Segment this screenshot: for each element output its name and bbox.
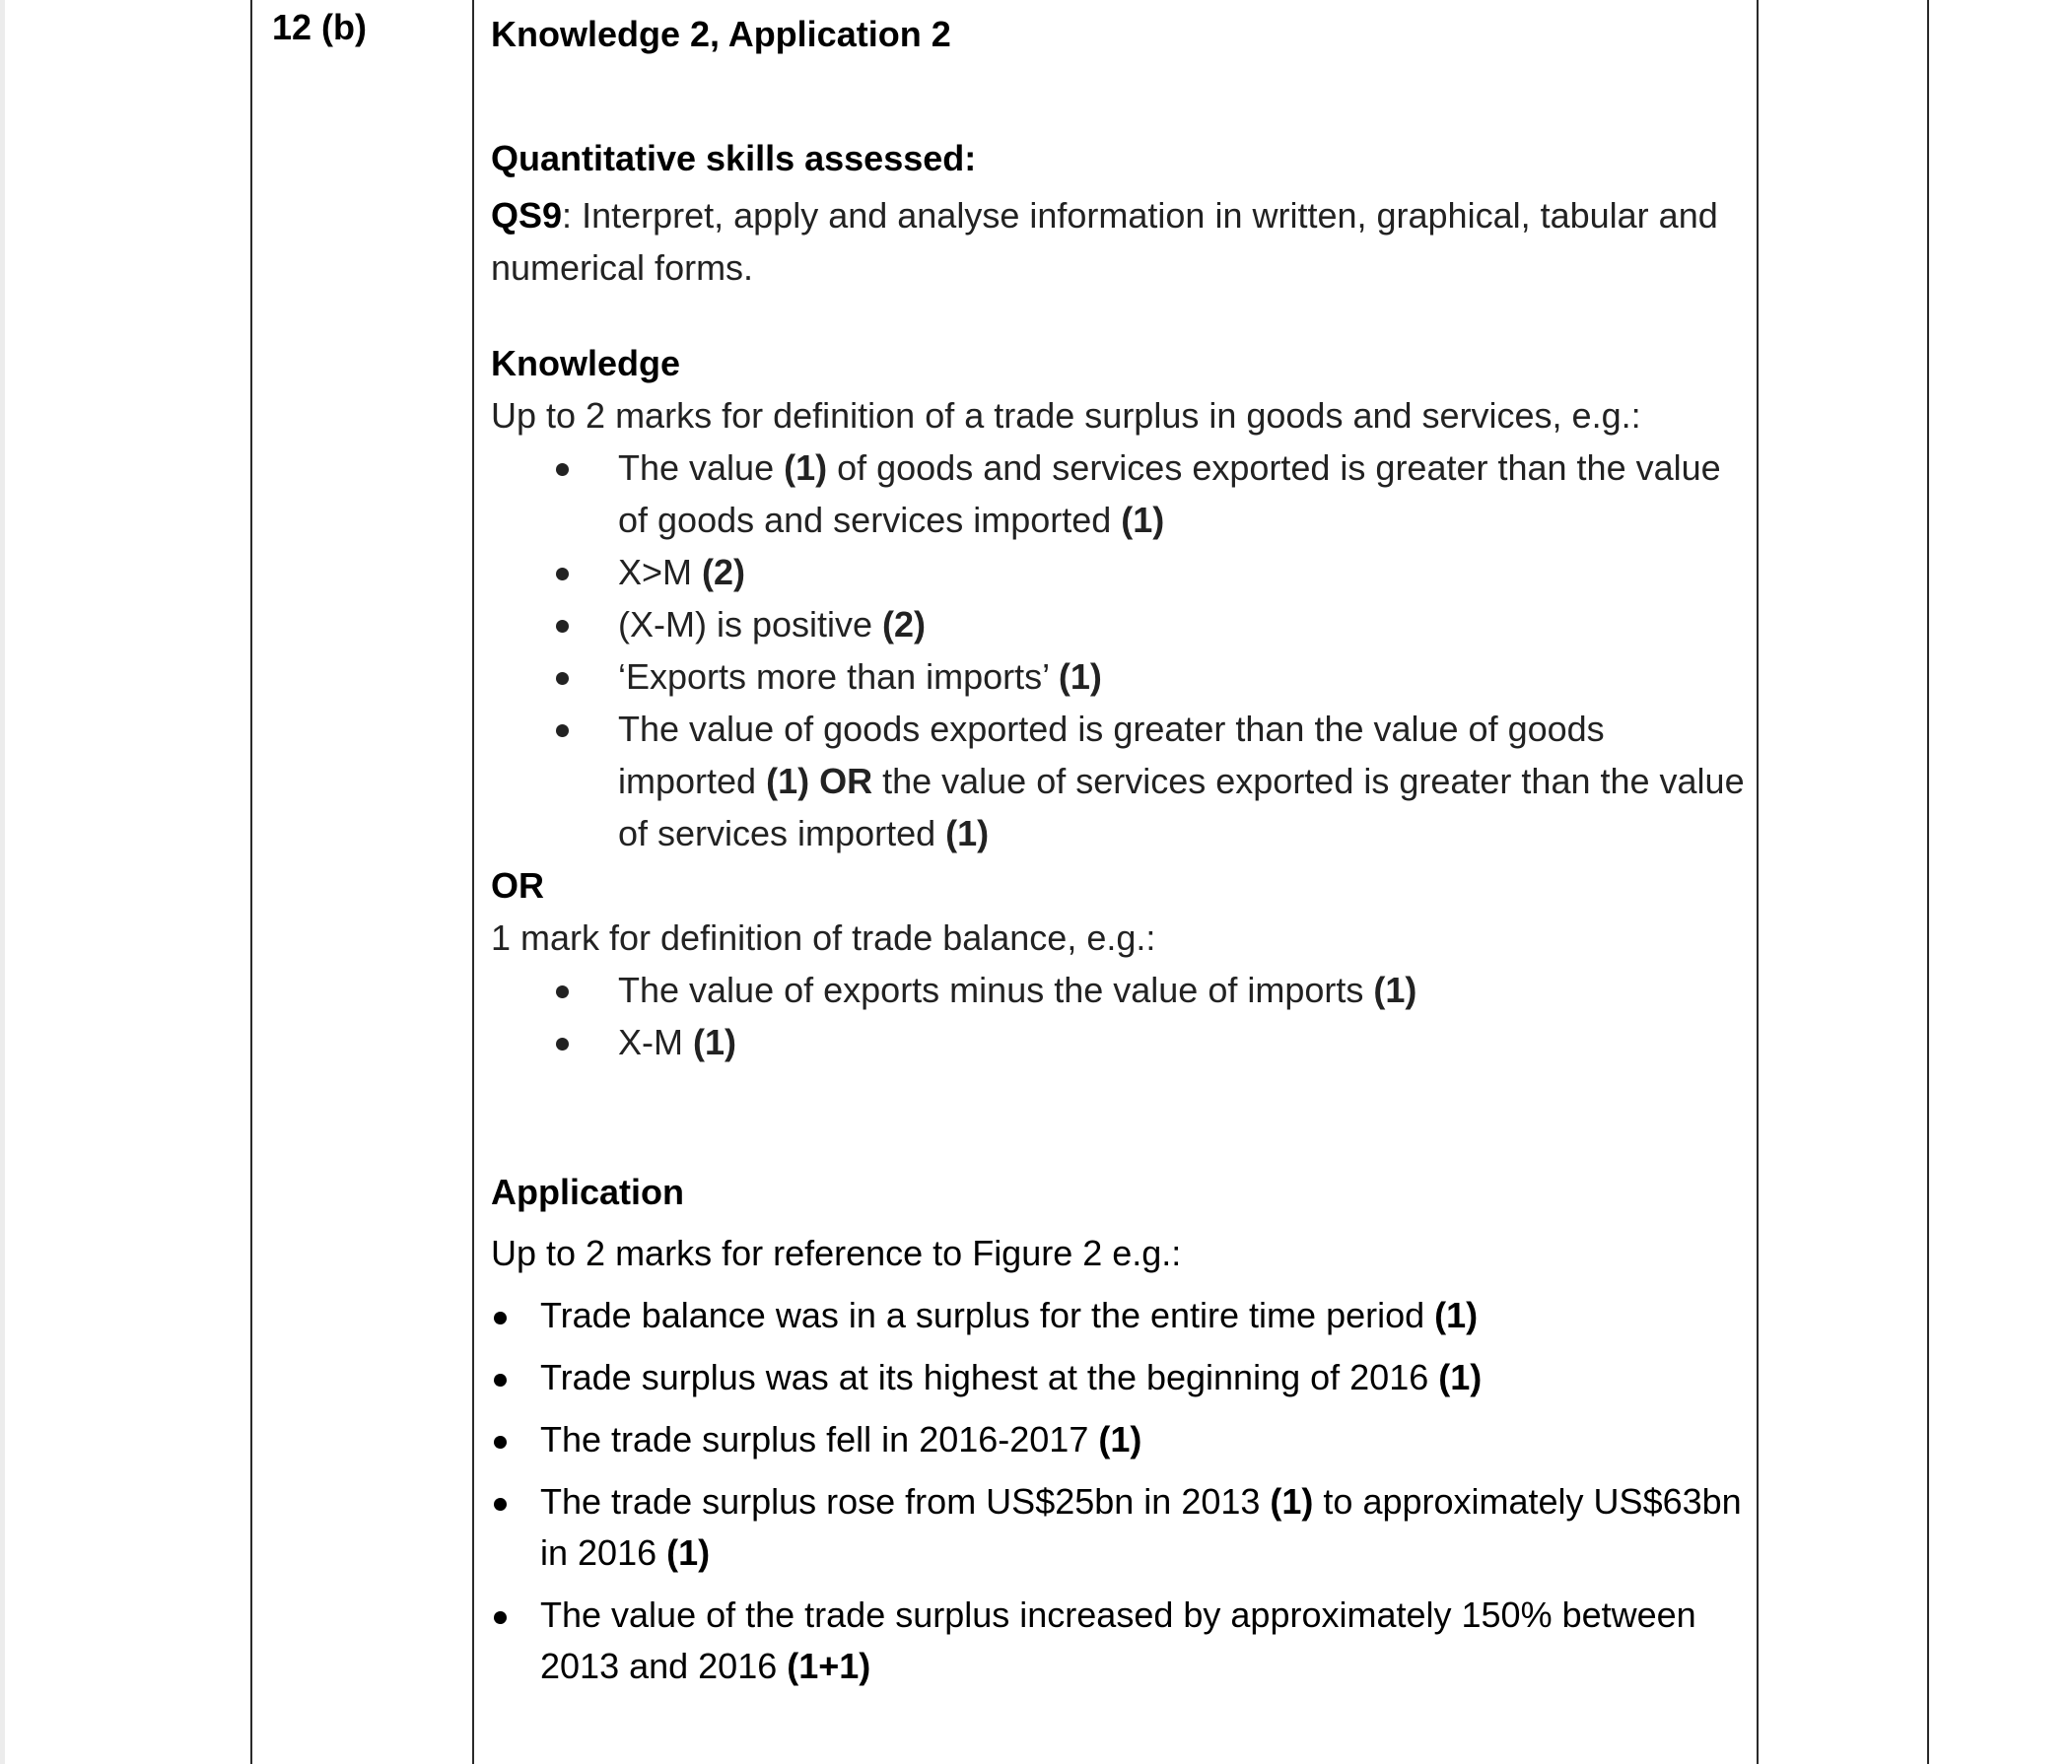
list-item bbox=[491, 1476, 1748, 1579]
mark-value: (1) OR bbox=[766, 761, 873, 801]
knowledge-section bbox=[491, 337, 1748, 1068]
mark-value: (2) bbox=[702, 552, 746, 592]
application-section bbox=[491, 1166, 1748, 1692]
mark-value: (1) bbox=[1121, 500, 1165, 540]
list-item bbox=[491, 1590, 1748, 1692]
bullet-icon bbox=[556, 620, 569, 633]
mark-allocation-heading bbox=[491, 8, 1748, 60]
bullet-text: Trade surplus was at its highest at the beginning of 2016 bbox=[540, 1357, 1439, 1397]
list-item bbox=[491, 1414, 1748, 1465]
bullet-text: The value of goods exported is greater than the value of goods imported bbox=[618, 709, 1605, 801]
trade-balance-intro: 1 mark for definition of trade balance, e.g.: bbox=[491, 917, 1156, 958]
bullet-icon bbox=[494, 1611, 507, 1624]
mark-value: (1) bbox=[666, 1532, 711, 1573]
mark-value: (1) bbox=[1434, 1295, 1479, 1335]
bullet-icon bbox=[494, 1374, 507, 1387]
bullet-icon bbox=[556, 724, 569, 737]
knowledge-heading: Knowledge bbox=[491, 343, 681, 383]
mark-allocation-text: Knowledge 2, Application 2 bbox=[491, 14, 951, 54]
list-item bbox=[491, 1290, 1748, 1341]
bullet-text: The trade surplus rose from US$25bn in 2013 bbox=[540, 1481, 1271, 1522]
bullet-text: The value of exports minus the value of imports bbox=[618, 970, 1374, 1010]
list-item bbox=[491, 703, 1748, 859]
qs-text: Interpret, apply and analyse information in written, graphical, tabular and numerical forms. bbox=[491, 195, 1718, 288]
bullet-icon bbox=[494, 1312, 507, 1324]
mark-value: (1) bbox=[1098, 1419, 1142, 1459]
mark-value: (1) bbox=[1373, 970, 1417, 1010]
list-item bbox=[491, 1016, 1748, 1068]
bullet-icon bbox=[556, 985, 569, 998]
bullet-text: The value of the trade surplus increased by approximately 150% between 2013 and 2016 bbox=[540, 1594, 1696, 1686]
quantitative-skills-heading: Quantitative skills assessed: bbox=[491, 138, 977, 178]
page-edge-strip bbox=[0, 0, 5, 1764]
bullet-text: ‘Exports more than imports’ bbox=[618, 656, 1059, 697]
list-item bbox=[491, 441, 1748, 546]
list-item bbox=[491, 1352, 1748, 1403]
bullet-icon bbox=[556, 1038, 569, 1051]
application-heading: Application bbox=[491, 1172, 684, 1212]
bullet-text: (X-M) is positive bbox=[618, 604, 883, 645]
table-border-left bbox=[250, 0, 252, 1764]
mark-value: (1) bbox=[693, 1022, 736, 1062]
mark-value: (1) bbox=[784, 447, 828, 488]
mark-value: (1+1) bbox=[787, 1646, 871, 1686]
application-bullet-list bbox=[491, 1290, 1748, 1692]
bullet-icon bbox=[556, 672, 569, 685]
mark-value: (2) bbox=[882, 604, 927, 645]
bullet-text: Trade balance was in a surplus for the entire time period bbox=[540, 1295, 1435, 1335]
question-number: 12 (b) bbox=[272, 7, 368, 47]
bullet-text: The value bbox=[618, 447, 785, 488]
mark-value: (1) bbox=[945, 813, 990, 853]
mark-value: (1) bbox=[1438, 1357, 1483, 1397]
mark-value: (1) bbox=[1270, 1481, 1314, 1522]
bullet-text: the value of services exported is greater than the value of services imported bbox=[618, 761, 1745, 853]
list-item bbox=[491, 598, 1748, 650]
list-item bbox=[491, 650, 1748, 703]
table-border-right bbox=[1927, 0, 1929, 1764]
column-divider bbox=[472, 0, 474, 1764]
bullet-text: The trade surplus fell in 2016-2017 bbox=[540, 1419, 1099, 1459]
bullet-text: X>M bbox=[618, 552, 703, 592]
column-divider bbox=[1757, 0, 1759, 1764]
application-intro: Up to 2 marks for reference to Figure 2 e.g.: bbox=[491, 1233, 1182, 1273]
or-label: OR bbox=[491, 865, 544, 906]
bullet-icon bbox=[556, 568, 569, 580]
qs-code: QS9 bbox=[491, 195, 563, 236]
bullet-text: to approximately US$63bn in 2016 bbox=[540, 1481, 1742, 1573]
knowledge-intro: Up to 2 marks for definition of a trade surplus in goods and services, e.g.: bbox=[491, 395, 1641, 436]
bullet-text: X-M bbox=[618, 1022, 693, 1062]
bullet-icon bbox=[494, 1436, 507, 1449]
mark-value: (1) bbox=[1058, 656, 1102, 697]
bullet-text: of goods and services exported is greater than the value of goods and services imported bbox=[618, 447, 1721, 540]
bullet-icon bbox=[494, 1498, 507, 1511]
bullet-icon bbox=[556, 463, 569, 476]
list-item bbox=[491, 546, 1748, 598]
list-item bbox=[491, 964, 1748, 1016]
knowledge-bullet-list bbox=[491, 441, 1748, 859]
trade-balance-bullet-list bbox=[491, 964, 1748, 1068]
qs9-description: QS9: Interpret, apply and analyse information in written, graphical, tabular and numerical forms. bbox=[491, 195, 1718, 288]
quantitative-skills-section bbox=[491, 132, 1748, 294]
